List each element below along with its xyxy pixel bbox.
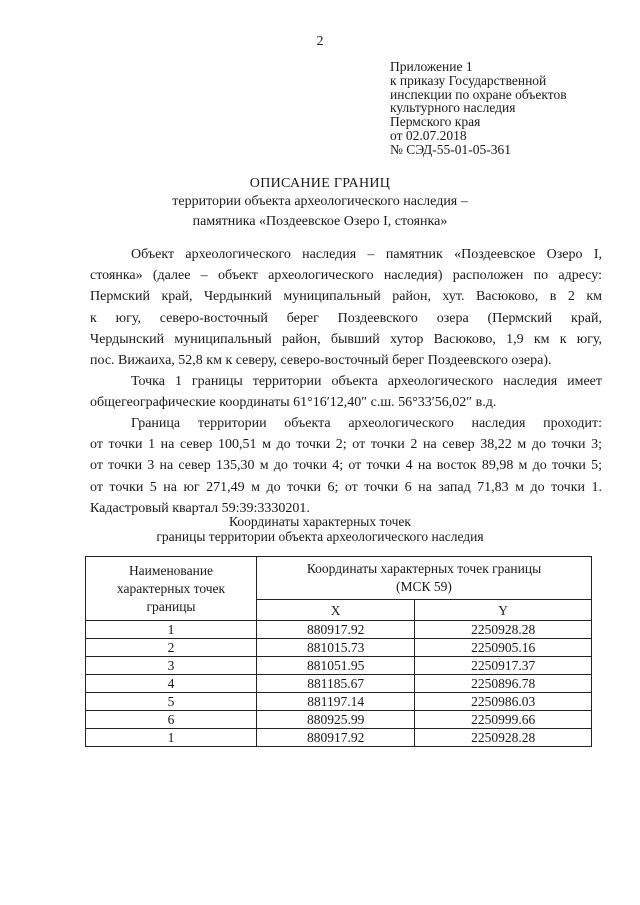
text-line: к югу, северо-восточный берег Поздеевского озера (Пермский край,	[90, 310, 602, 326]
cell-y: 2250928.28	[415, 621, 592, 639]
appendix-line: Пермского края	[390, 114, 481, 130]
header-coordinates	[257, 557, 592, 600]
text-line: Чердынский муниципальный район, бывший хутор Васюково, 1,9 км к югу,	[90, 331, 602, 347]
appendix-block	[390, 60, 567, 157]
cell-x: 881051.95	[257, 657, 415, 675]
header-x: X	[257, 600, 415, 621]
text-line: Точка 1 границы территории объекта археологического наследия имеет	[131, 374, 602, 389]
paragraph-location	[90, 244, 602, 371]
header-line: границы	[146, 598, 196, 614]
cell-y: 2250986.03	[415, 693, 592, 711]
text-line: от точки 5 на юг 271,49 м до точки 6; от точки 6 на запад 71,83 м до точки 1.	[90, 479, 602, 495]
document-subtitle: памятника «Поздеевское Озеро I, стоянка»	[192, 214, 448, 229]
header-line: (МСК 59)	[396, 579, 452, 594]
document-subtitle: территории объекта археологического наследия –	[172, 194, 468, 209]
coordinates-table	[85, 556, 592, 747]
cell-y: 2250917.37	[415, 657, 592, 675]
text-line: от точки 3 на север 135,30 м до точки 4; от точки 4 на восток 89,98 м до точки 5;	[90, 458, 602, 474]
text-line: Кадастровый квартал 59:39:3330201.	[90, 500, 310, 516]
cell-point: 4	[86, 675, 257, 693]
table-row	[86, 693, 592, 711]
table-row	[86, 621, 592, 639]
appendix-line: к приказу Государственной	[390, 72, 547, 88]
text-line: стоянка» (далее – объект археологического наследия) расположен по адресу:	[90, 268, 602, 284]
table-caption: границы территории объекта археологического наследия	[156, 529, 484, 544]
cell-point: 1	[86, 729, 257, 747]
cell-y: 2250896.78	[415, 675, 592, 693]
cell-point: 3	[86, 657, 257, 675]
table-row	[86, 639, 592, 657]
header-y: Y	[415, 600, 592, 621]
cell-x: 880925.99	[257, 711, 415, 729]
cell-x: 881015.73	[257, 639, 415, 657]
cell-point: 2	[86, 639, 257, 657]
table-row	[86, 657, 592, 675]
cell-x: 881197.14	[257, 693, 415, 711]
appendix-line: № СЭД-55-01-05-361	[390, 141, 511, 157]
header-line: Наименование	[128, 562, 214, 578]
cell-y: 2250928.28	[415, 729, 592, 747]
text-line: Граница территории объекта археологического наследия проходит:	[131, 416, 602, 431]
paragraph-coordinates	[90, 371, 602, 413]
cell-y: 2250999.66	[415, 711, 592, 729]
cell-point: 5	[86, 693, 257, 711]
page-number: 2	[316, 34, 324, 49]
table-row	[86, 729, 592, 747]
header-point-name	[86, 557, 257, 621]
table-row	[86, 711, 592, 729]
appendix-line: от 02.07.2018	[390, 127, 467, 143]
cell-x: 880917.92	[257, 621, 415, 639]
cell-point: 6	[86, 711, 257, 729]
text-line: пос. Вижаиха, 52,8 км к северу, северо-восточный берег Поздеевского озера).	[90, 353, 552, 369]
header-line: Координаты характерных точек границы	[306, 561, 542, 576]
appendix-line: культурного наследия	[390, 100, 516, 116]
paragraph-boundary	[90, 413, 602, 519]
cell-x: 880917.92	[257, 729, 415, 747]
cell-point: 1	[86, 621, 257, 639]
appendix-line: Приложение 1	[390, 59, 473, 74]
text-line: Пермский край, Чердынкий муниципальный район, хут. Васюково, в 2 км	[90, 289, 602, 305]
text-line: от точки 1 на север 100,51 м до точки 2; от точки 2 на север 38,22 м до точки 3;	[90, 437, 602, 453]
table-row	[86, 675, 592, 693]
table-caption: Координаты характерных точек	[229, 514, 411, 529]
text-line: общегеографические координаты 61°16′12,40″ с.ш. 56°33′56,02″ в.д.	[90, 395, 497, 411]
appendix-line: инспекции по охране объектов	[390, 86, 567, 102]
text-line: Объект археологического наследия – памятник «Поздеевское Озеро I,	[131, 247, 602, 262]
cell-x: 881185.67	[257, 675, 415, 693]
header-line: характерных точек	[116, 580, 226, 596]
document-title: ОПИСАНИЕ ГРАНИЦ	[249, 176, 391, 191]
cell-y: 2250905.16	[415, 639, 592, 657]
